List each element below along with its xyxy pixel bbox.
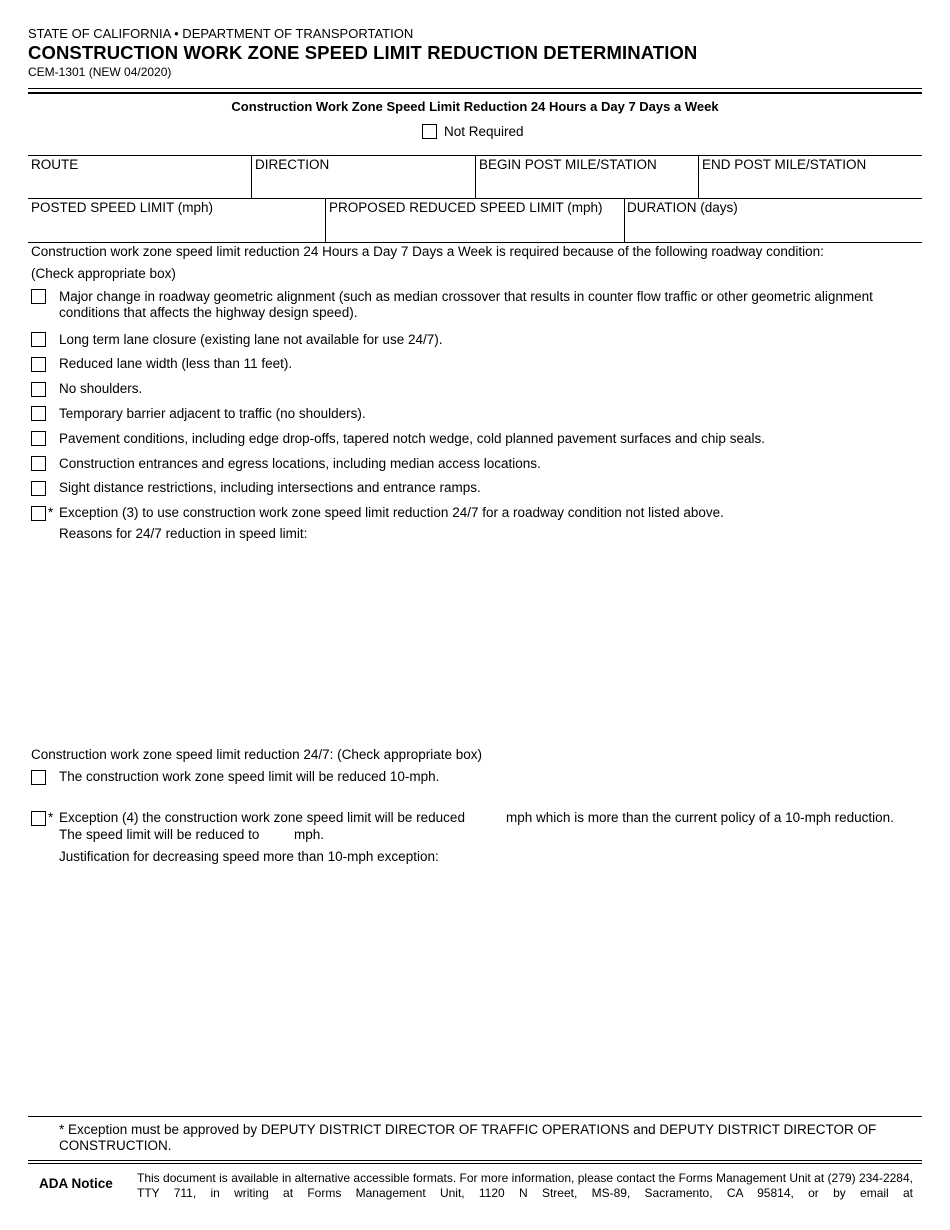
condition-entrances: Construction entrances and egress locations, including median access locations. <box>59 456 541 471</box>
condition-lane-closure: Long term lane closure (existing lane not available for use 24/7). <box>59 332 443 347</box>
reduction-10mph-checkbox[interactable] <box>31 770 46 785</box>
grid-divider <box>251 155 252 198</box>
not-required-label: Not Required <box>444 124 524 139</box>
condition-checkbox-lane-width[interactable] <box>31 357 46 372</box>
condition-pavement: Pavement conditions, including edge drop-offs, tapered notch wedge, cold planned pavement surfaces and chip seals. <box>59 431 765 446</box>
condition-checkbox-pavement[interactable] <box>31 431 46 446</box>
justification-label: Justification for decreasing speed more than 10-mph exception: <box>59 849 439 864</box>
reduction-10mph-text: The construction work zone speed limit will be reduced 10-mph. <box>59 769 440 784</box>
ada-rule-top <box>28 1160 922 1161</box>
ada-line-2: TTY 711, in writing at Forms Management Unit, 1120 N Street, MS-89, Sacramento, CA 95814, or by email at <box>137 1186 913 1200</box>
grid-divider <box>475 155 476 198</box>
exception4-text-d: mph. <box>294 827 325 842</box>
exception4-mph-input[interactable] <box>482 810 502 826</box>
not-required-checkbox[interactable] <box>422 124 437 139</box>
direction-field[interactable]: DIRECTION <box>255 157 330 172</box>
justification-text-area[interactable] <box>59 868 919 1103</box>
condition-checkbox-geometric[interactable] <box>31 289 46 304</box>
reduction-intro: Construction work zone speed limit reduction 24/7: (Check appropriate box) <box>31 747 482 762</box>
header-rule-bottom <box>28 92 922 94</box>
form-title: CONSTRUCTION WORK ZONE SPEED LIMIT REDUCTION DETERMINATION <box>28 42 698 63</box>
reasons-label: Reasons for 24/7 reduction in speed limit: <box>59 526 308 541</box>
exception4-checkbox[interactable] <box>31 811 46 826</box>
condition-barrier: Temporary barrier adjacent to traffic (no shoulders). <box>59 406 366 421</box>
exception4-text-c: The speed limit will be reduced to <box>59 827 260 842</box>
ada-notice-label: ADA Notice <box>39 1176 113 1191</box>
reasons-text-area[interactable] <box>59 545 919 735</box>
end-post-field[interactable]: END POST MILE/STATION <box>702 157 867 172</box>
condition-no-shoulders: No shoulders. <box>59 381 143 396</box>
exception3-checkbox[interactable] <box>31 506 46 521</box>
grid-line-3 <box>28 242 922 243</box>
posted-speed-field[interactable]: POSTED SPEED LIMIT (mph) <box>31 200 214 215</box>
footnote: * Exception must be approved by DEPUTY DISTRICT DIRECTOR OF TRAFFIC OPERATIONS and DEPUTY DISTRICT DIRECTOR OF CONSTRUCTION. <box>59 1122 877 1153</box>
exception3-star: * <box>48 505 54 520</box>
check-note: (Check appropriate box) <box>31 266 176 281</box>
condition-checkbox-lane-closure[interactable] <box>31 332 46 347</box>
ada-rule-bottom <box>28 1163 922 1164</box>
ada-line-1: This document is available in alternative accessible formats. For more information, please contact the Forms Management Unit at (279) 234-2284, <box>137 1171 913 1185</box>
conditions-intro: Construction work zone speed limit reduction 24 Hours a Day 7 Days a Week is required because of the following roadway condition: <box>31 244 824 259</box>
exception4-star: * <box>48 810 54 825</box>
condition-checkbox-sight-distance[interactable] <box>31 481 46 496</box>
ada-notice-text <box>137 1171 913 1201</box>
grid-line-2 <box>28 198 922 199</box>
grid-divider <box>698 155 699 198</box>
exception3-text: Exception (3) to use construction work zone speed limit reduction 24/7 for a roadway condition not listed above. <box>59 505 724 520</box>
grid-divider <box>325 198 326 242</box>
condition-sight-distance: Sight distance restrictions, including intersections and entrance ramps. <box>59 480 481 495</box>
reduced-to-input[interactable] <box>269 827 291 843</box>
exception4-text-a: Exception (4) the construction work zone speed limit will be reduced <box>59 810 465 825</box>
route-field[interactable]: ROUTE <box>31 157 79 172</box>
footnote-rule <box>28 1116 922 1117</box>
begin-post-field[interactable]: BEGIN POST MILE/STATION <box>479 157 657 172</box>
condition-geometric: Major change in roadway geometric alignment (such as median crossover that results in counter flow traffic or other geometric alignment conditions that affects the highway design speed). <box>59 289 873 320</box>
agency-line: STATE OF CALIFORNIA • DEPARTMENT OF TRANSPORTATION <box>28 26 414 41</box>
exception4-text-b: mph which is more than the current policy of a 10-mph reduction. <box>506 810 894 825</box>
duration-field[interactable]: DURATION (days) <box>627 200 738 215</box>
grid-divider <box>624 198 625 242</box>
proposed-speed-field[interactable]: PROPOSED REDUCED SPEED LIMIT (mph) <box>329 200 603 215</box>
condition-lane-width: Reduced lane width (less than 11 feet). <box>59 356 293 371</box>
condition-checkbox-barrier[interactable] <box>31 406 46 421</box>
condition-checkbox-no-shoulders[interactable] <box>31 382 46 397</box>
section-title: Construction Work Zone Speed Limit Reduction 24 Hours a Day 7 Days a Week <box>231 99 719 114</box>
header-rule-top <box>28 88 922 89</box>
condition-checkbox-entrances[interactable] <box>31 456 46 471</box>
form-number: CEM-1301 (NEW 04/2020) <box>28 65 172 79</box>
